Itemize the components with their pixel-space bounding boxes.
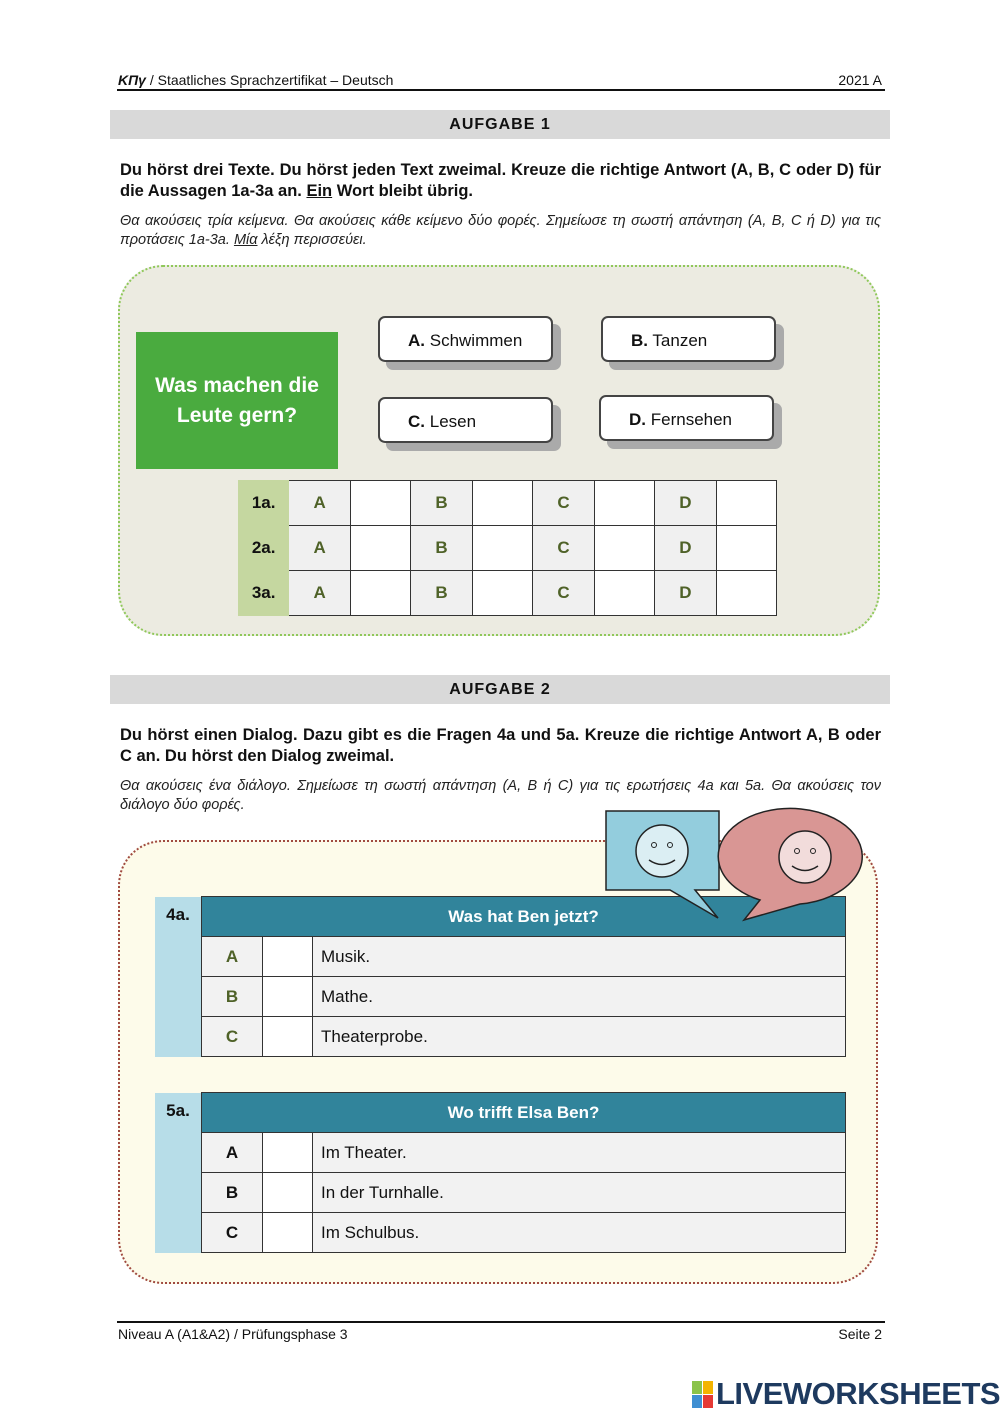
answer-checkbox[interactable] [263, 1017, 313, 1057]
choice-letter: C [533, 481, 595, 526]
answer-checkbox[interactable] [716, 571, 776, 616]
blue-speech-bubble-icon [606, 811, 719, 918]
row-label: 2a. [239, 526, 289, 571]
answer-checkbox[interactable] [263, 937, 313, 977]
choice-letter: C [533, 571, 595, 616]
option-a: A. Schwimmen [378, 316, 553, 362]
answer-checkbox[interactable] [594, 481, 654, 526]
header-divider [117, 89, 885, 91]
instruction-1: Du hörst drei Texte. Du hörst jeden Text zweimal. Kreuze die richtige Antwort (A, B, C oder D) für die Aussagen 1a-3a an. Ein Wort bleibt übrig. [120, 161, 881, 200]
header-year: 2021 A [838, 72, 882, 88]
choice-letter: B [411, 481, 473, 526]
pink-speech-bubble-icon [718, 808, 862, 920]
answer-letter: B [202, 977, 263, 1017]
header-title [118, 72, 393, 88]
answer-row [155, 977, 846, 1017]
choice-letter: B [411, 526, 473, 571]
footer-page: Seite 2 [838, 1326, 882, 1342]
answer-row [239, 571, 777, 616]
answer-checkbox[interactable] [472, 571, 532, 616]
answer-checkbox[interactable] [594, 526, 654, 571]
choice-letter: D [655, 481, 717, 526]
answer-letter: C [202, 1017, 263, 1057]
answer-row [155, 1017, 846, 1057]
answer-checkbox[interactable] [350, 526, 410, 571]
greek-instruction-2: Θα ακούσεις ένα διάλογο. Σημείωσε τη σωστή απάντηση (A, B ή C) για τις ερωτήσεις 4a και 5a. Θα ακούσεις τον διάλογο δύο φορές. [120, 778, 881, 813]
section-title-1: AUFGABE 1 [110, 110, 890, 139]
answer-text: In der Turnhalle. [313, 1173, 846, 1213]
answer-checkbox[interactable] [594, 571, 654, 616]
answer-text: Musik. [313, 937, 846, 977]
answer-checkbox[interactable] [263, 1213, 313, 1253]
question-number: 5a. [155, 1093, 202, 1253]
row-label: 3a. [239, 571, 289, 616]
choice-letter: D [655, 571, 717, 616]
answer-row [155, 937, 846, 977]
answer-row [239, 526, 777, 571]
answer-letter: C [202, 1213, 263, 1253]
logo-badge-icon [692, 1381, 713, 1408]
answer-checkbox[interactable] [472, 481, 532, 526]
answer-checkbox[interactable] [716, 526, 776, 571]
answer-text: Im Schulbus. [313, 1213, 846, 1253]
choice-letter: D [655, 526, 717, 571]
question-number: 4a. [155, 897, 202, 1057]
question-table-5a [155, 1092, 846, 1253]
logo-text: LIVEWORKSHEETS [716, 1376, 1000, 1411]
answer-row [155, 1133, 846, 1173]
choice-letter: A [289, 571, 351, 616]
answer-checkbox[interactable] [716, 481, 776, 526]
answer-text: Theaterprobe. [313, 1017, 846, 1057]
section-title-2: AUFGABE 2 [110, 675, 890, 704]
answer-checkbox[interactable] [350, 571, 410, 616]
choice-letter: B [411, 571, 473, 616]
answer-checkbox[interactable] [263, 1133, 313, 1173]
option-c: C. Lesen [378, 397, 553, 443]
prompt-box: Was machen die Leute gern? [136, 332, 338, 469]
answer-letter: B [202, 1173, 263, 1213]
cert-title: / Staatliches Sprachzertifikat – Deutsch [149, 72, 394, 88]
answer-letter: A [202, 1133, 263, 1173]
question-text: Was hat Ben jetzt? [202, 897, 846, 937]
choice-letter: C [533, 526, 595, 571]
footer-level: Niveau A (A1&A2) / Prüfungsphase 3 [118, 1326, 348, 1342]
footer-divider [117, 1321, 885, 1323]
row-label: 1a. [239, 481, 289, 526]
option-b: B. Tanzen [601, 316, 776, 362]
answer-grid-1 [238, 480, 777, 616]
instruction-2: Du hörst einen Dialog. Dazu gibt es die Fragen 4a und 5a. Kreuze die richtige Antwort A, B oder C an. Du hörst den Dialog zweimal. [120, 726, 881, 765]
answer-row [155, 1173, 846, 1213]
answer-letter: A [202, 937, 263, 977]
speech-bubbles-illustration [600, 805, 890, 930]
answer-checkbox[interactable] [263, 977, 313, 1017]
answer-checkbox[interactable] [472, 526, 532, 571]
liveworksheets-logo [692, 1376, 1000, 1412]
answer-text: Im Theater. [313, 1133, 846, 1173]
answer-checkbox[interactable] [350, 481, 410, 526]
answer-checkbox[interactable] [263, 1173, 313, 1213]
org-abbr: KΠγ [118, 72, 146, 88]
choice-letter: A [289, 481, 351, 526]
answer-text: Mathe. [313, 977, 846, 1017]
greek-instruction-1: Θα ακούσεις τρία κείμενα. Θα ακούσεις κάθε κείμενο δύο φορές. Σημείωσε τη σωστή απάντηση (A, B, C ή D) για τις προτάσεις 1a-3a. Μία λέξη περισσεύει. [120, 213, 881, 248]
answer-row [239, 481, 777, 526]
option-d: D. Fernsehen [599, 395, 774, 441]
choice-letter: A [289, 526, 351, 571]
question-text: Wo trifft Elsa Ben? [202, 1093, 846, 1133]
answer-row [155, 1213, 846, 1253]
